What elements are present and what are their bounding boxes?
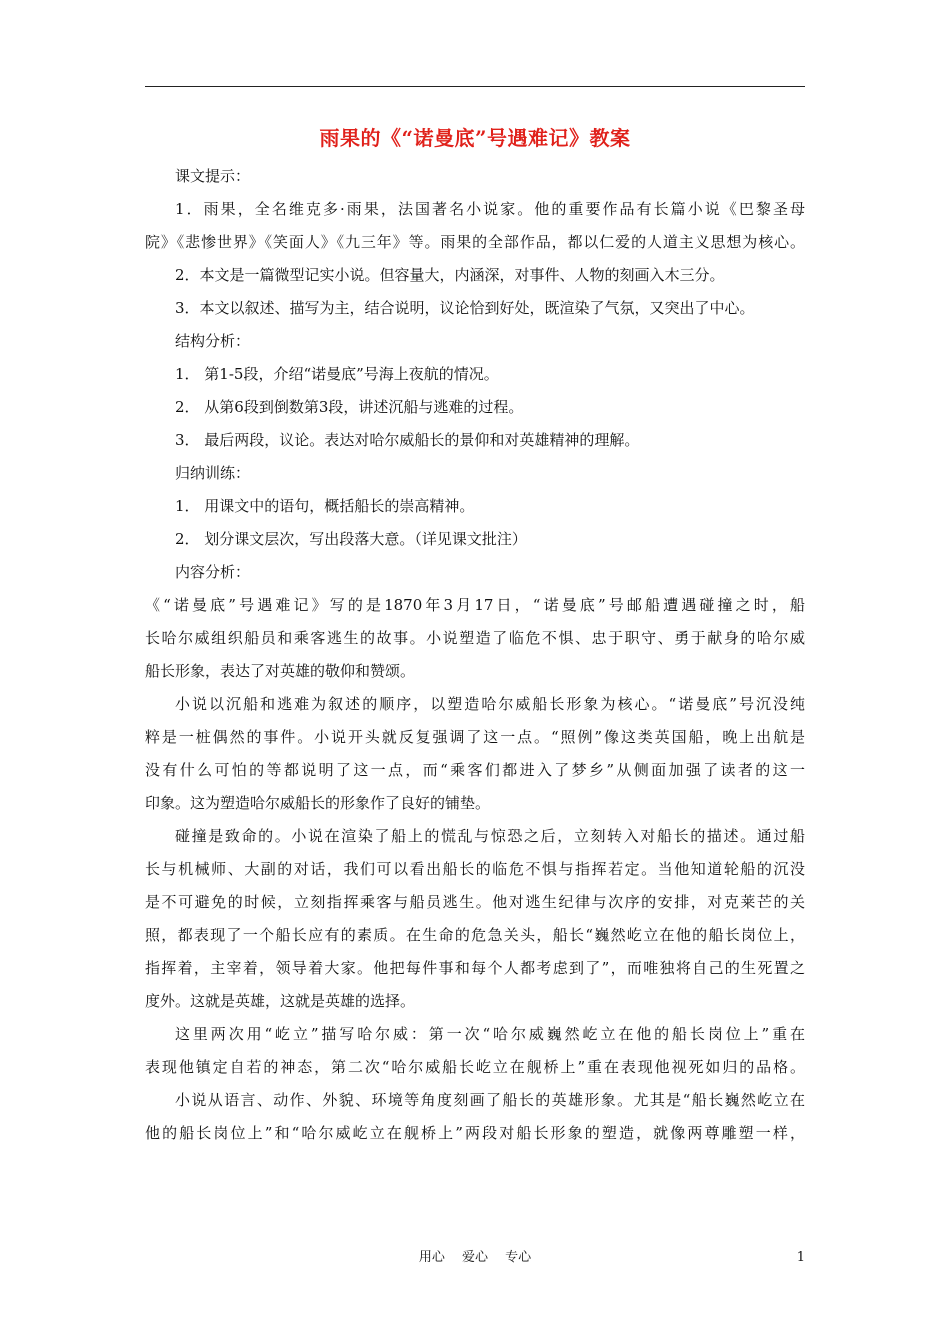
- text-line: 这里两次用“屹立”描写哈尔威：第一次“哈尔威巍然屹立在他的船长岗位上”重在: [175, 1025, 805, 1043]
- text-line: 指挥着，主宰着，领导着大家。他把每件事和每个人都考虑到了”，而唯独将自己的生死置之: [145, 959, 805, 977]
- text-line: 他的船长岗位上”和“哈尔威屹立在舰桥上”两段对船长形象的塑造，就像两尊雕塑一样，: [145, 1124, 805, 1142]
- text-line: 没有什么可怕的等都说明了这一点，而“乘客们都进入了梦乡”从侧面加强了读者的这一: [145, 761, 805, 779]
- section-heading: 内容分析：: [175, 563, 251, 581]
- text-line: 度外。这就是英雄，这就是英雄的选择。: [145, 992, 416, 1010]
- text-line: 长哈尔威组织船员和乘客逃生的故事。小说塑造了临危不惧、忠于职守、勇于献身的哈尔威: [145, 629, 805, 647]
- text-line: 船长形象，表达了对英雄的敬仰和赞颂。: [145, 662, 416, 680]
- text-line: 表现他镇定自若的神态，第二次“哈尔威船长屹立在舰桥上”重在表现他视死如归的品格。: [145, 1058, 805, 1076]
- section-heading: 结构分析：: [175, 332, 251, 350]
- text-line: 照，都表现了一个船长应有的素质。在生命的危急关头，船长“巍然屹立在他的船长岗位上，: [145, 926, 805, 944]
- page-footer: [145, 1248, 805, 1268]
- text-line: 院》《悲惨世界》《笑面人》《九三年》等。雨果的全部作品，都以仁爱的人道主义思想为核心。: [145, 233, 805, 251]
- section-heading: 课文提示：: [175, 167, 251, 185]
- document-body: [145, 160, 805, 1150]
- text-line: 2． 从第6段到倒数第3段，讲述沉船与逃难的过程。: [175, 398, 524, 416]
- page-number: 1: [796, 1250, 805, 1265]
- footer-motto: 用心 爱心 专心: [418, 1250, 532, 1265]
- document-title: 雨果的《“诺曼底”号遇难记》教案: [319, 126, 631, 150]
- text-line: 长与机械师、大副的对话，我们可以看出船长的临危不惧与指挥若定。当他知道轮船的沉没: [145, 860, 805, 878]
- text-line: 小说从语言、动作、外貌、环境等角度刻画了船长的英雄形象。尤其是“船长巍然屹立在: [175, 1091, 805, 1109]
- text-line: 是不可避免的时候，立刻指挥乘客与船员逃生。他对逃生纪律与次序的安排，对克莱芒的关: [145, 893, 805, 911]
- text-line: 3． 最后两段，议论。表达对哈尔威船长的景仰和对英雄精神的理解。: [175, 431, 640, 449]
- text-line: 粹是一桩偶然的事件。小说开头就反复强调了这一点。“照例”像这类英国船，晚上出航是: [145, 728, 805, 746]
- text-line: 印象。这为塑造哈尔威船长的形象作了良好的铺垫。: [145, 794, 491, 812]
- text-line: 《“诺曼底”号遇难记》写的是1870年3月17日，“诺曼底”号邮船遭遇碰撞之时，船: [145, 596, 805, 614]
- section-heading: 归纳训练：: [175, 464, 251, 482]
- text-line: 3．本文以叙述、描写为主，结合说明，议论恰到好处，既渲染了气氛，又突出了中心。: [175, 299, 755, 317]
- text-line: 2．本文是一篇微型记实小说。但容量大，内涵深，对事件、人物的刻画入木三分。: [175, 266, 725, 284]
- text-line: 2． 划分课文层次，写出段落大意。（详见课文批注）: [175, 530, 527, 548]
- text-line: 1． 用课文中的语句，概括船长的崇高精神。: [175, 497, 475, 515]
- text-line: 1．雨果，全名维克多·雨果，法国著名小说家。他的重要作品有长篇小说《巴黎圣母: [175, 200, 805, 218]
- text-line: 小说以沉船和逃难为叙述的顺序，以塑造哈尔威船长形象为核心。“诺曼底”号沉没纯: [175, 695, 805, 713]
- header-rule: [145, 86, 805, 87]
- text-line: 碰撞是致命的。小说在渲染了船上的慌乱与惊恐之后，立刻转入对船长的描述。通过船: [175, 827, 805, 845]
- text-line: 1． 第1-5段，介绍“诺曼底”号海上夜航的情况。: [175, 365, 499, 383]
